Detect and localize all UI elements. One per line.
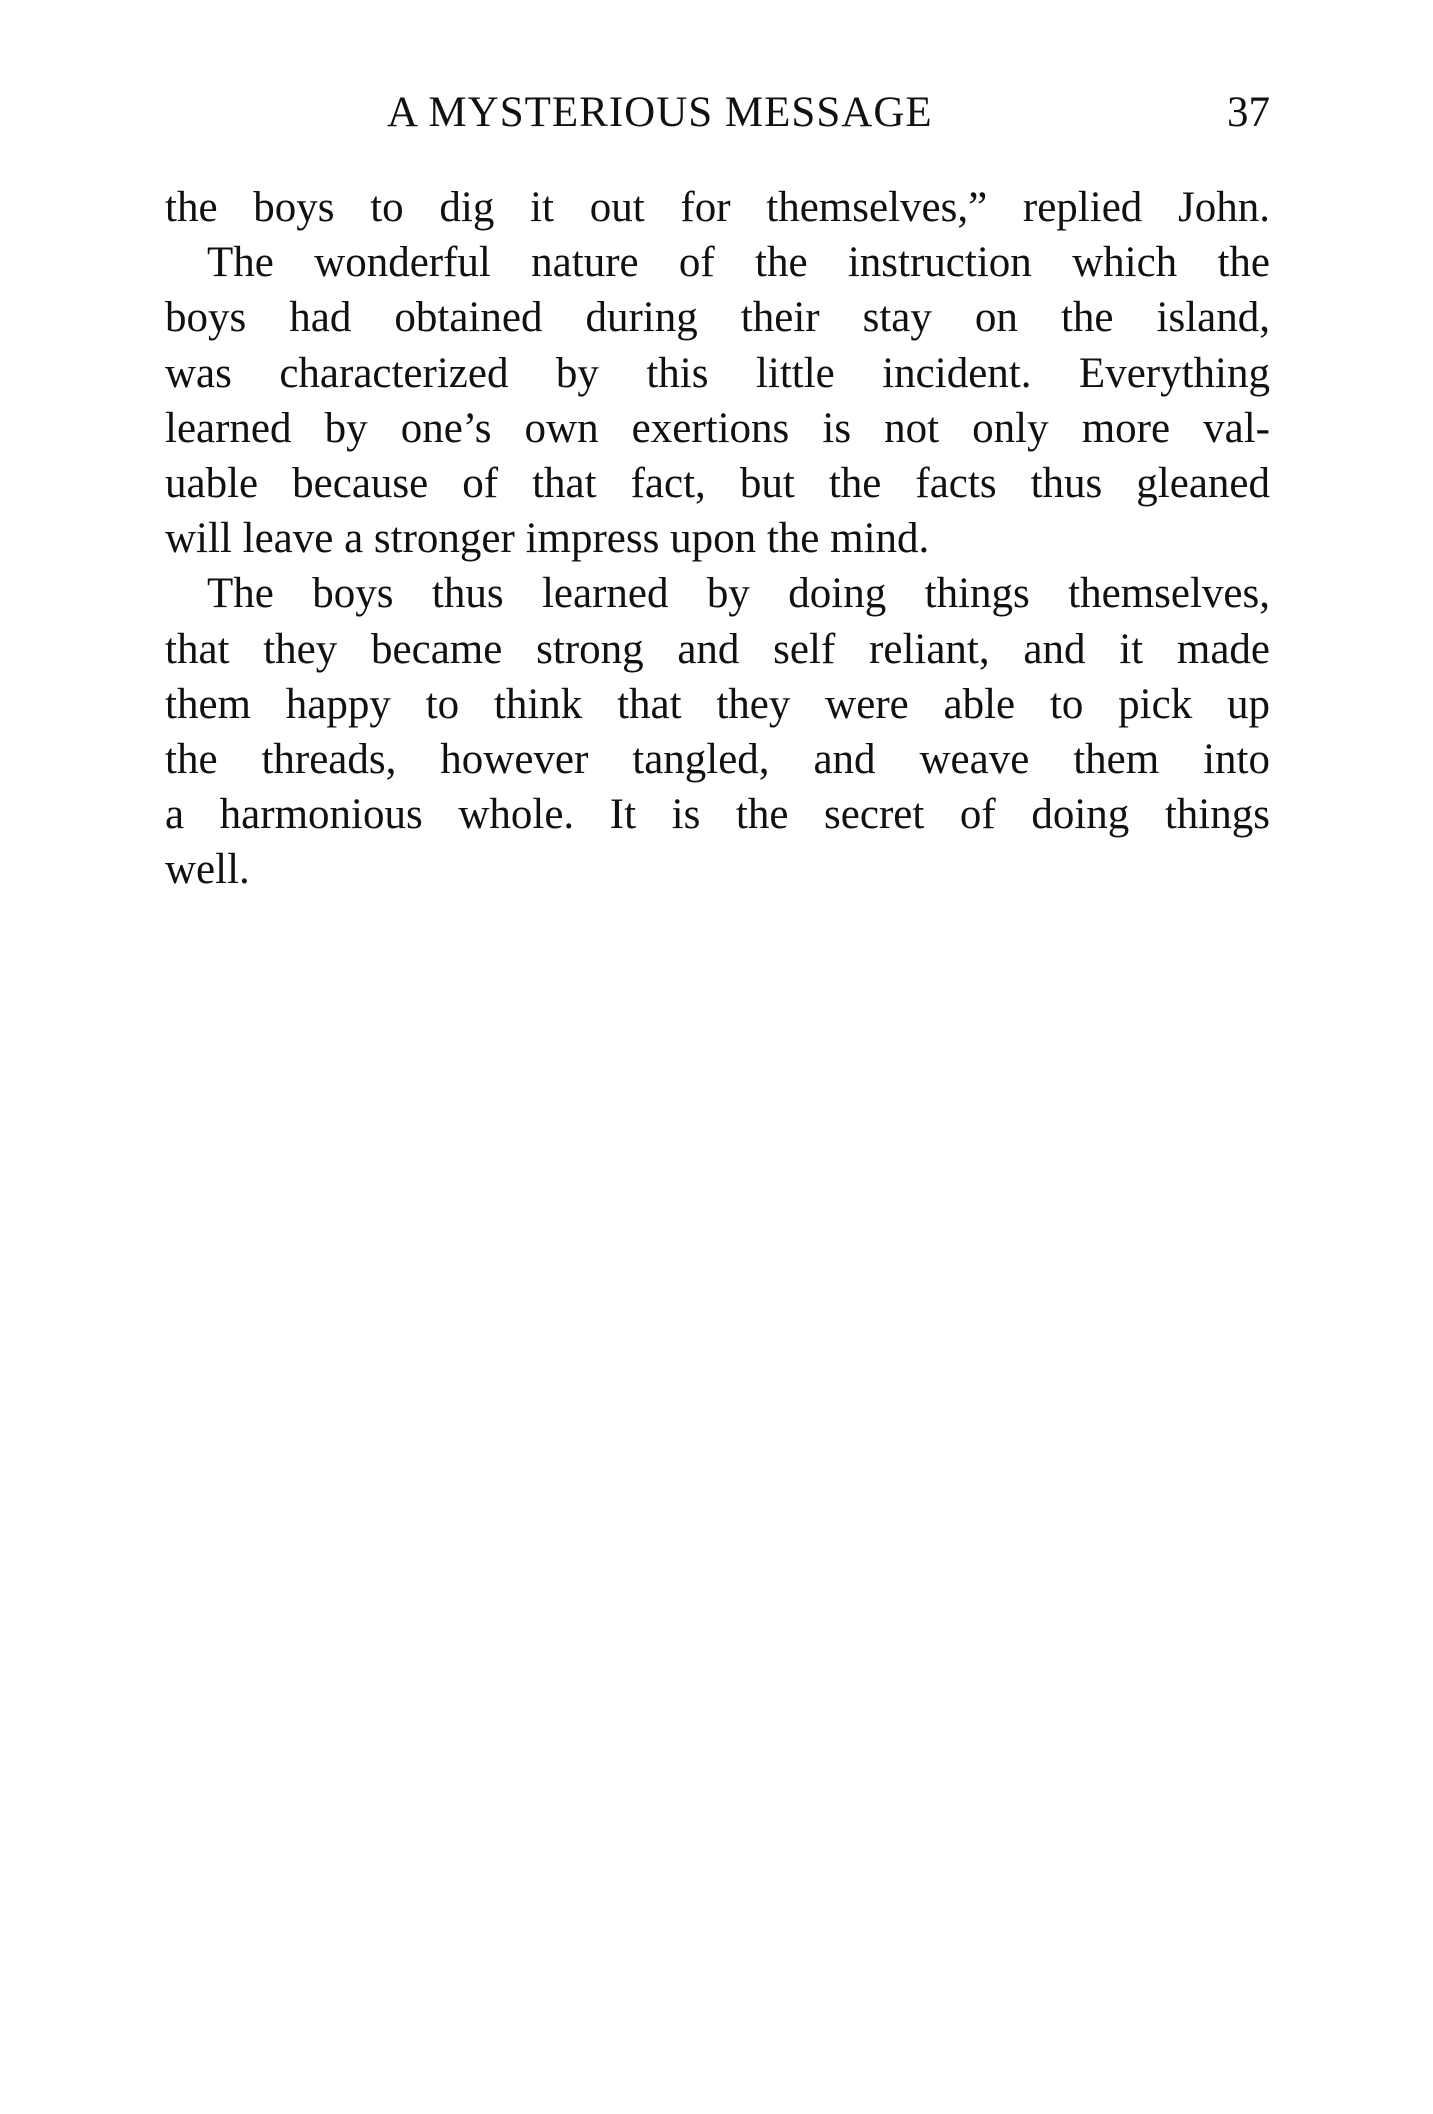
- text-line: uable because of that fact, but the facts thus gleaned: [165, 459, 1270, 507]
- text-line: that they became strong and self reliant, and it made: [165, 625, 1270, 673]
- text-line: a harmonious whole. It is the secret of doing things: [165, 791, 1270, 839]
- running-head: [165, 88, 1270, 148]
- running-title: A MYSTERIOUS MESSAGE: [387, 89, 933, 136]
- text-line-paragraph-end: well.: [165, 846, 250, 894]
- text-line-paragraph-start: The wonderful nature of the instruction which the: [207, 239, 1270, 287]
- text-line: learned by one’s own exertions is not only more val-: [165, 404, 1270, 452]
- text-line: boys had obtained during their stay on the island,: [165, 294, 1270, 342]
- text-line: them happy to think that they were able to pick up: [165, 680, 1270, 728]
- text-line: was characterized by this little incident. Everything: [165, 349, 1270, 397]
- text-line-paragraph-start: The boys thus learned by doing things themselves,: [207, 570, 1270, 618]
- text-line-paragraph-end: will leave a stronger impress upon the mind.: [165, 515, 930, 563]
- page-number: 37: [1227, 89, 1270, 136]
- body-text: [165, 180, 1270, 897]
- text-line: the threads, however tangled, and weave them into: [165, 735, 1270, 783]
- text-line: the boys to dig it out for themselves,” replied John.: [165, 184, 1270, 231]
